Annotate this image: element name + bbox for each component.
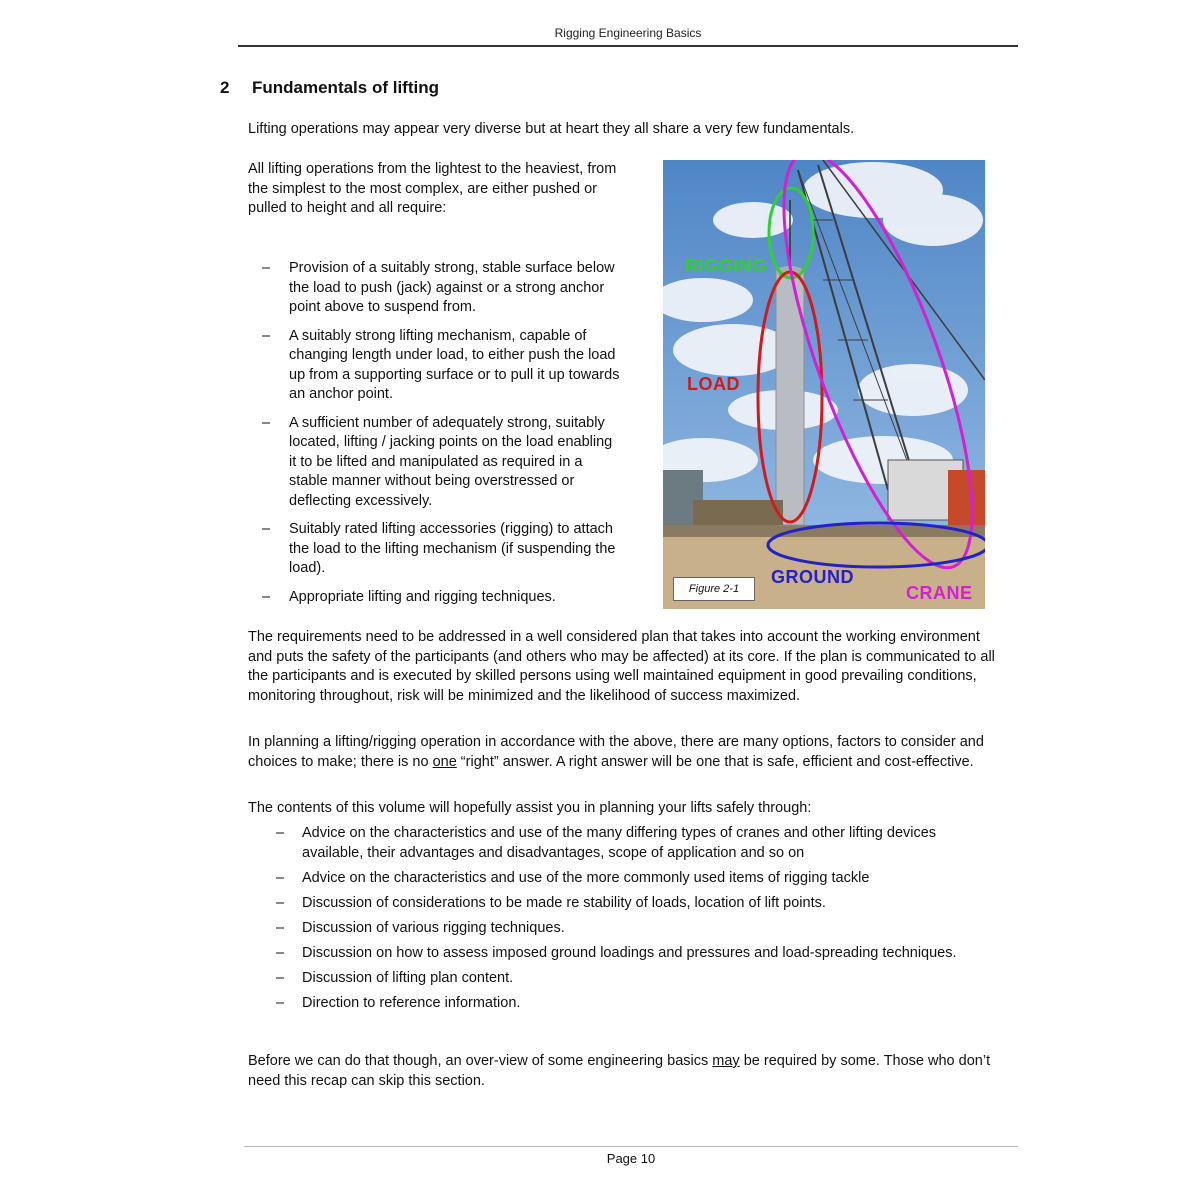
dash-marker: – — [262, 260, 271, 276]
list-item — [262, 327, 622, 405]
requirements-list — [262, 259, 622, 616]
list-item-text: Discussion on how to assess imposed ground loadings and pressures and load-spreading techniques. — [302, 944, 957, 961]
list-item — [262, 414, 622, 512]
list-item — [276, 869, 996, 889]
list-item-text: Appropriate lifting and rigging techniques. — [289, 588, 556, 605]
figure-caption: Figure 2-1 — [673, 577, 755, 601]
dash-marker: – — [276, 969, 285, 986]
dash-marker: – — [262, 327, 271, 344]
dash-marker: – — [276, 994, 285, 1011]
list-item — [276, 944, 996, 964]
section-heading — [220, 78, 439, 98]
options-text-before: In planning a lifting/rigging operation in accordance with the above, there are many options, factors to consider and choices to make; there is no — [248, 734, 984, 770]
list-item-text: Advice on the characteristics and use of the more commonly used items of rigging tackle — [302, 869, 870, 886]
options-emphasis: one — [432, 753, 457, 770]
plan-paragraph: The requirements need to be addressed in a well considered plan that takes into account the working environment and puts the safety of the participants (and others who may be affected) at its core. If the plan is communicated to all the participants and is executed by skilled persons using well maintained equipment in good prevailing conditions, monitoring throughout, risk will be minimized and the likelihood of success maximized. — [248, 629, 995, 704]
dash-marker: – — [276, 944, 285, 961]
figure-photo — [663, 160, 985, 609]
closing-paragraph — [248, 1052, 1000, 1091]
list-item-text: Discussion of lifting plan content. — [302, 969, 514, 986]
list-item-text: Provision of a suitably strong, stable surface below the load to push (jack) against or a strong anchor point above to suspend from. — [289, 260, 615, 315]
dash-marker: – — [276, 825, 285, 841]
options-text-after: “right” answer. A right answer will be one that is safe, efficient and cost-effective. — [456, 753, 974, 770]
dash-marker: – — [276, 869, 285, 886]
list-item — [276, 919, 996, 939]
closing-emphasis: may — [712, 1053, 740, 1069]
list-item-text: Direction to reference information. — [302, 994, 521, 1011]
dash-marker: – — [276, 919, 285, 936]
dash-marker: – — [262, 521, 271, 537]
closing-text-before: Before we can do that though, an over-view of some engineering basics — [248, 1053, 713, 1069]
intro-paragraph: Lifting operations may appear very diverse but at heart they all share a very few fundamentals. — [248, 121, 855, 137]
section-number: 2 — [220, 78, 230, 97]
dash-marker: – — [276, 894, 285, 911]
dash-marker: – — [262, 588, 271, 605]
list-item-text: Discussion of various rigging techniques. — [302, 919, 565, 936]
page-header-title: Rigging Engineering Basics — [554, 26, 702, 40]
list-item — [276, 994, 996, 1014]
list-item-text: A suitably strong lifting mechanism, capable of changing length under load, to either push the load up from a supporting surface or to pull it up towards an anchor point. — [289, 327, 620, 402]
tag-ground: GROUND — [771, 567, 854, 587]
list-item — [276, 824, 996, 863]
closing-text-after: be required by some. Those who don’t need this recap can skip this section. — [248, 1053, 991, 1089]
requirements-intro: All lifting operations from the lightest to the heaviest, from the simplest to the most complex, are either pushed or pulled to height and all require: — [248, 161, 617, 216]
tag-load: LOAD — [687, 374, 740, 394]
list-item-text: A sufficient number of adequately strong, suitably located, lifting / jacking points on the load enabling it to be lifted and manipulated as required in a stable manner without being overstressed or deflecting excessively. — [289, 414, 613, 509]
list-item — [262, 588, 622, 608]
list-item — [276, 969, 996, 989]
list-item — [262, 259, 622, 318]
contents-intro: The contents of this volume will hopefully assist you in planning your lifts safely through: — [248, 800, 812, 816]
header-rule — [238, 45, 1018, 47]
section-title: Fundamentals of lifting — [252, 78, 439, 97]
list-item-text: Suitably rated lifting accessories (rigging) to attach the load to the lifting mechanism (if suspending the load). — [289, 521, 616, 576]
tag-rigging: RIGGING — [685, 256, 767, 276]
list-item-text: Discussion of considerations to be made re stability of loads, location of lift points. — [302, 894, 826, 911]
list-item — [262, 520, 622, 579]
dash-marker: – — [262, 414, 271, 431]
tag-crane: CRANE — [906, 583, 973, 603]
page-number: Page 10 — [606, 1151, 656, 1166]
footer-rule — [244, 1146, 1018, 1147]
list-item-text: Advice on the characteristics and use of the many differing types of cranes and other lifting devices available, their advantages and disadvantages, scope of application and so on — [302, 825, 937, 861]
list-item — [276, 894, 996, 914]
contents-list — [276, 824, 996, 1019]
options-paragraph — [248, 733, 1000, 772]
